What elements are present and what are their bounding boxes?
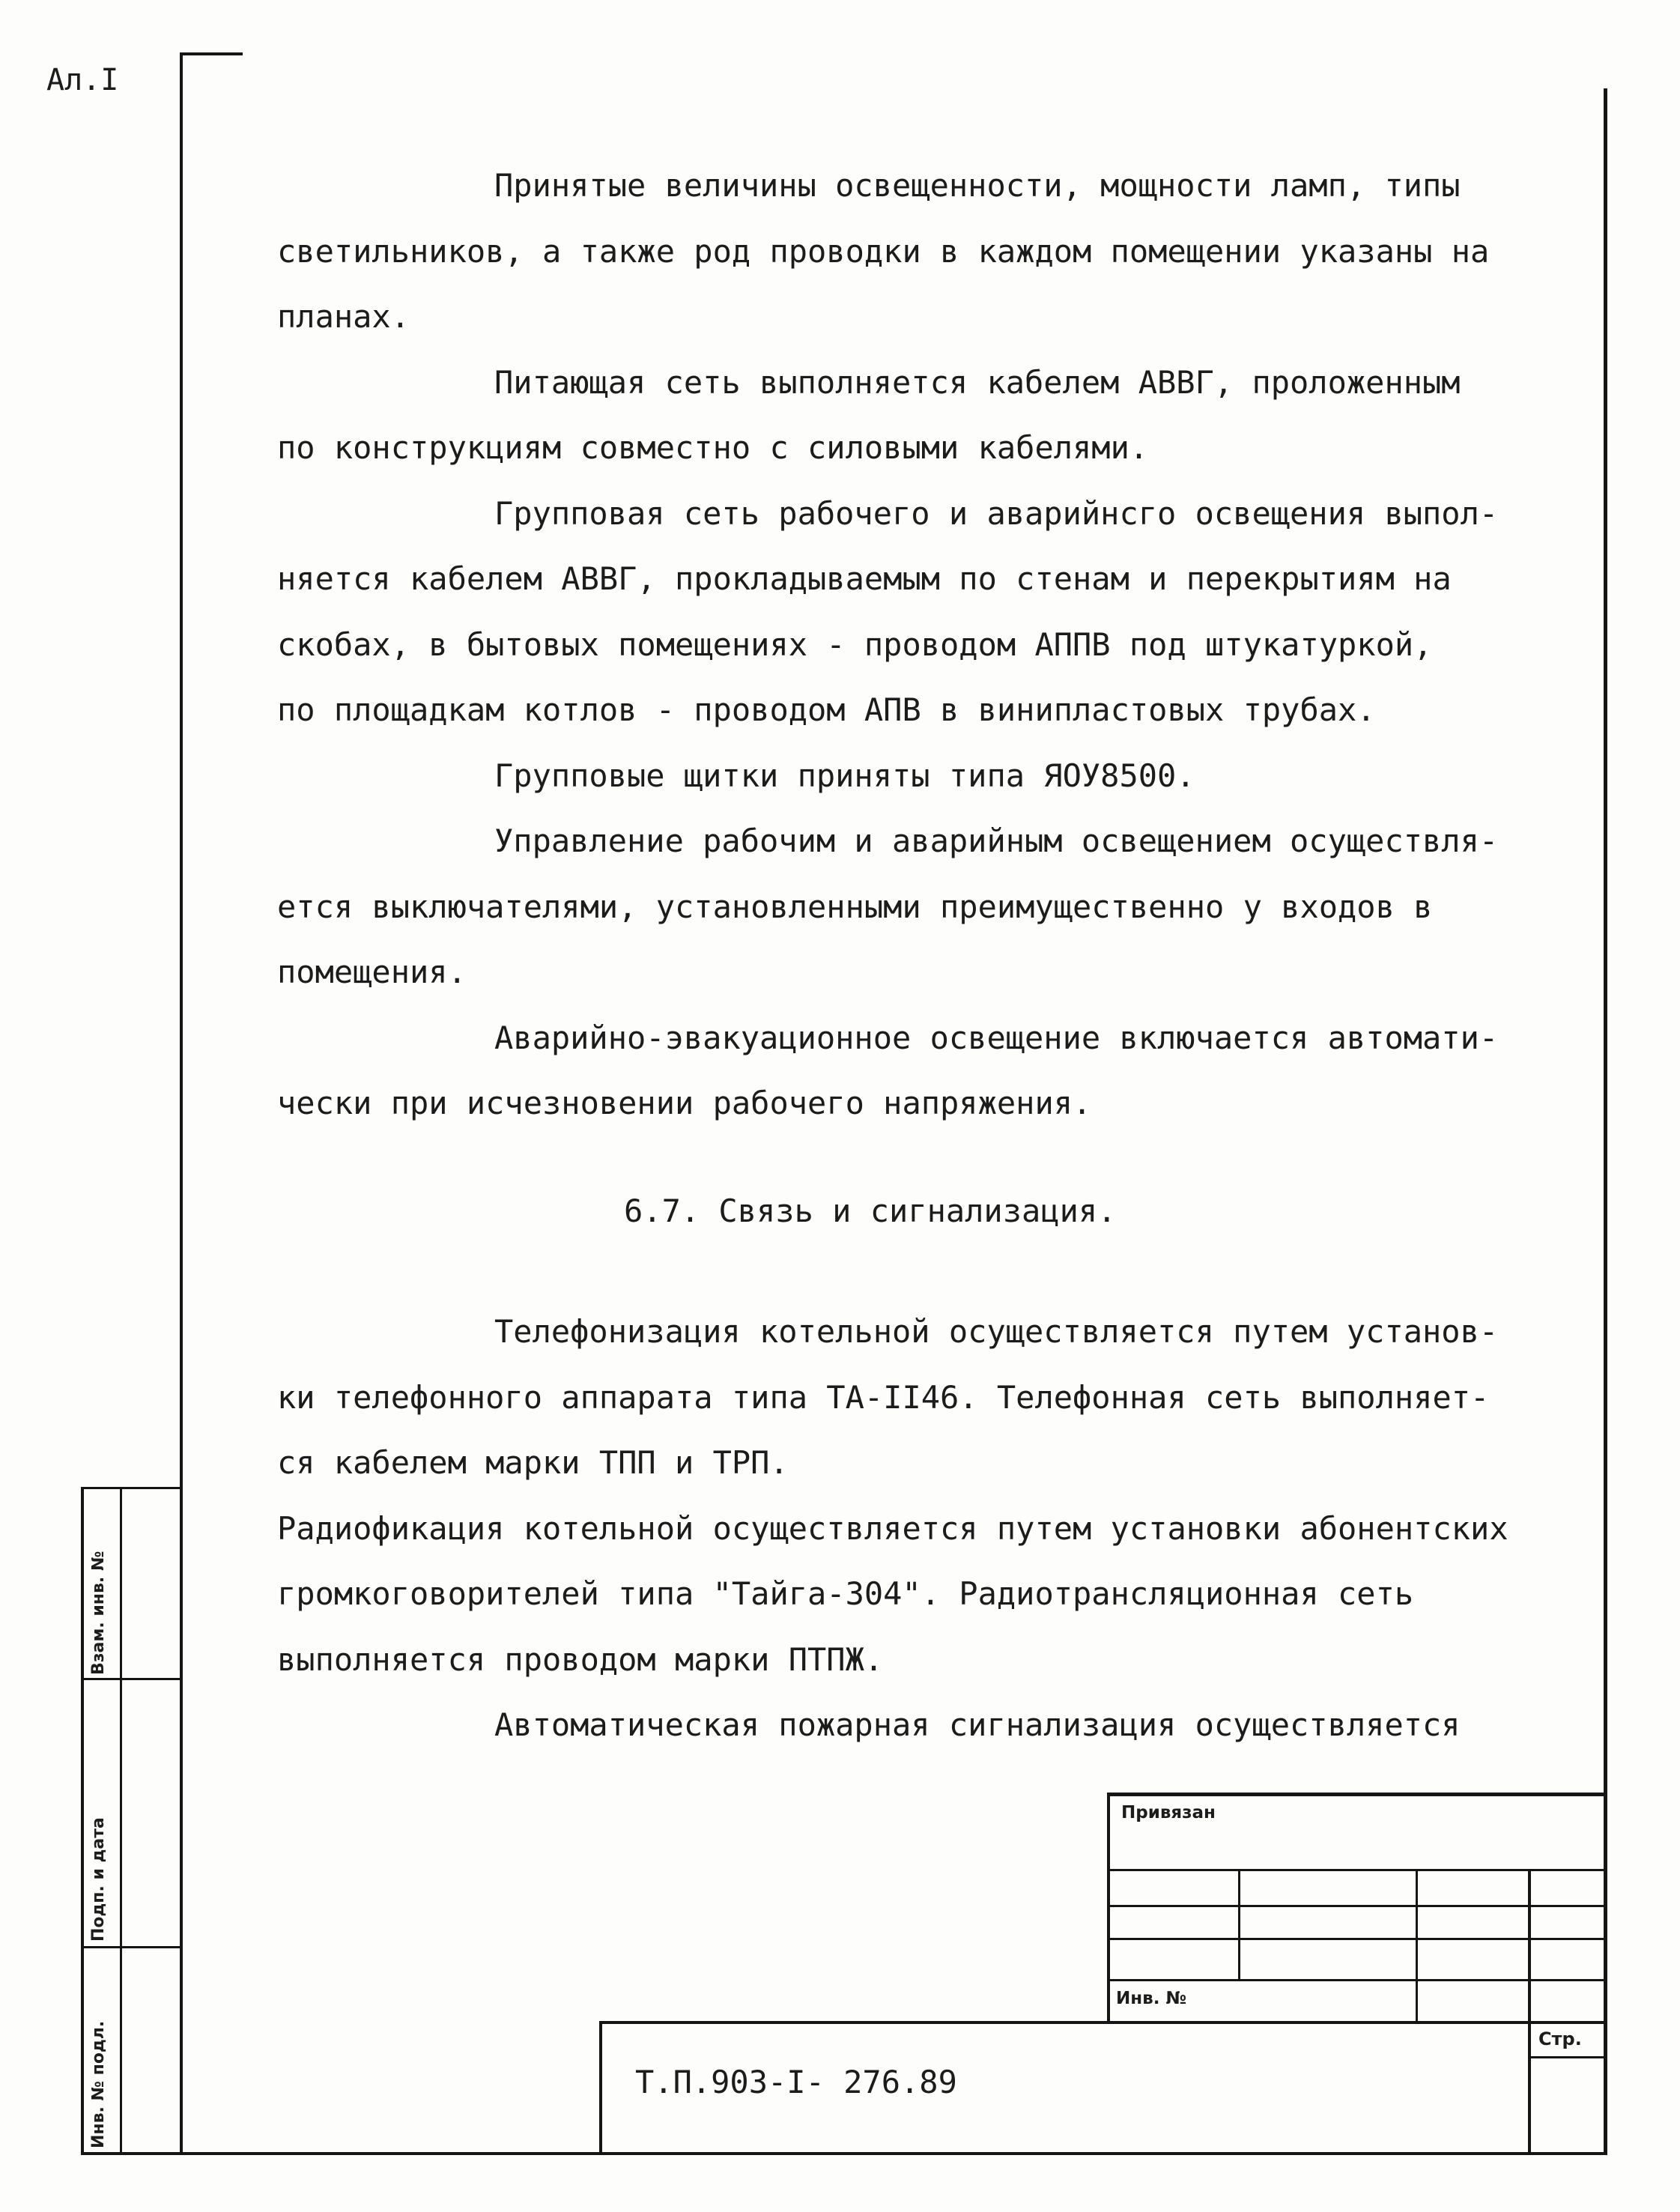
text-line: по площадкам котлов - проводом АПВ в винипластовых трубах. (277, 691, 1376, 728)
side-label-inv-podl: Инв. № подл. (89, 2020, 108, 2148)
sheet-label: Ал.I (46, 63, 119, 97)
side-label-vzam: Взам. инв. № (89, 1551, 108, 1675)
text-line: планах. (277, 298, 410, 335)
text-line: светильников, а также род проводки в каждом помещении указаны на (277, 232, 1490, 270)
text-line: скобах, в бытовых помещениях - проводом АППВ под штукатуркой, (277, 625, 1433, 663)
body-paragraph-2 (277, 1299, 1603, 1758)
text-line: ется выключателями, установленными преимущественно у входов в (277, 888, 1433, 925)
text-line: Аварийно-эвакуационное освещение включается автомати- (494, 1019, 1499, 1056)
text-line: Управление рабочим и аварийным освещением осуществля- (494, 822, 1499, 859)
stamp-privyazan: Привязан (1121, 1803, 1216, 1822)
text-line: Принятые величины освещенности, мощности ламп, типы (494, 167, 1461, 204)
stamp-page-label: Стр. (1538, 2028, 1582, 2049)
frame-left-border (180, 52, 183, 2154)
body-paragraph (277, 153, 1603, 1136)
text-line: ки телефонного аппарата типа ТА-II46. Телефонная сеть выполняет- (277, 1378, 1490, 1416)
text-line: по конструкциям совместно с силовыми кабелями. (277, 429, 1149, 466)
text-line: няется кабелем АВВГ, прокладываемым по стенам и перекрытиям на (277, 560, 1452, 597)
text-line: Питающая сеть выполняется кабелем АВВГ, проложенным (494, 363, 1461, 401)
frame-top-tick (180, 52, 243, 55)
text-line: Групповые щитки приняты типа ЯОУ8500. (494, 757, 1195, 794)
frame-bottom-border (81, 2152, 1607, 2155)
text-line: выполняется проводом марки ПТПЖ. (277, 1640, 884, 1678)
document-code: Т.П.903-I- 276.89 (635, 2064, 957, 2100)
frame-right-border (1604, 88, 1607, 2154)
side-label-podp: Подп. и дата (89, 1817, 108, 1942)
stamp-inv-no: Инв. № (1116, 1989, 1187, 2008)
text-line: помещения. (277, 954, 467, 990)
text-line: Телефонизация котельной осуществляется путем установ- (494, 1313, 1499, 1350)
text-line: громкоговорителей типа "Тайга-304". Радиотрансляционная сеть (277, 1575, 1414, 1612)
text-line: Групповая сеть рабочего и аварийнсго освещения выпол- (494, 494, 1499, 532)
text-line: чески при исчезновении рабочего напряжения. (277, 1085, 1092, 1121)
text-line: Автоматическая пожарная сигнализация осуществляется (494, 1706, 1461, 1743)
text-line: Радиофикация котельной осуществляется путем установки абонентских (277, 1509, 1508, 1547)
text-line: ся кабелем марки ТПП и ТРП. (277, 1444, 789, 1481)
section-title: 6.7. Связь и сигнализация. (624, 1193, 1117, 1229)
